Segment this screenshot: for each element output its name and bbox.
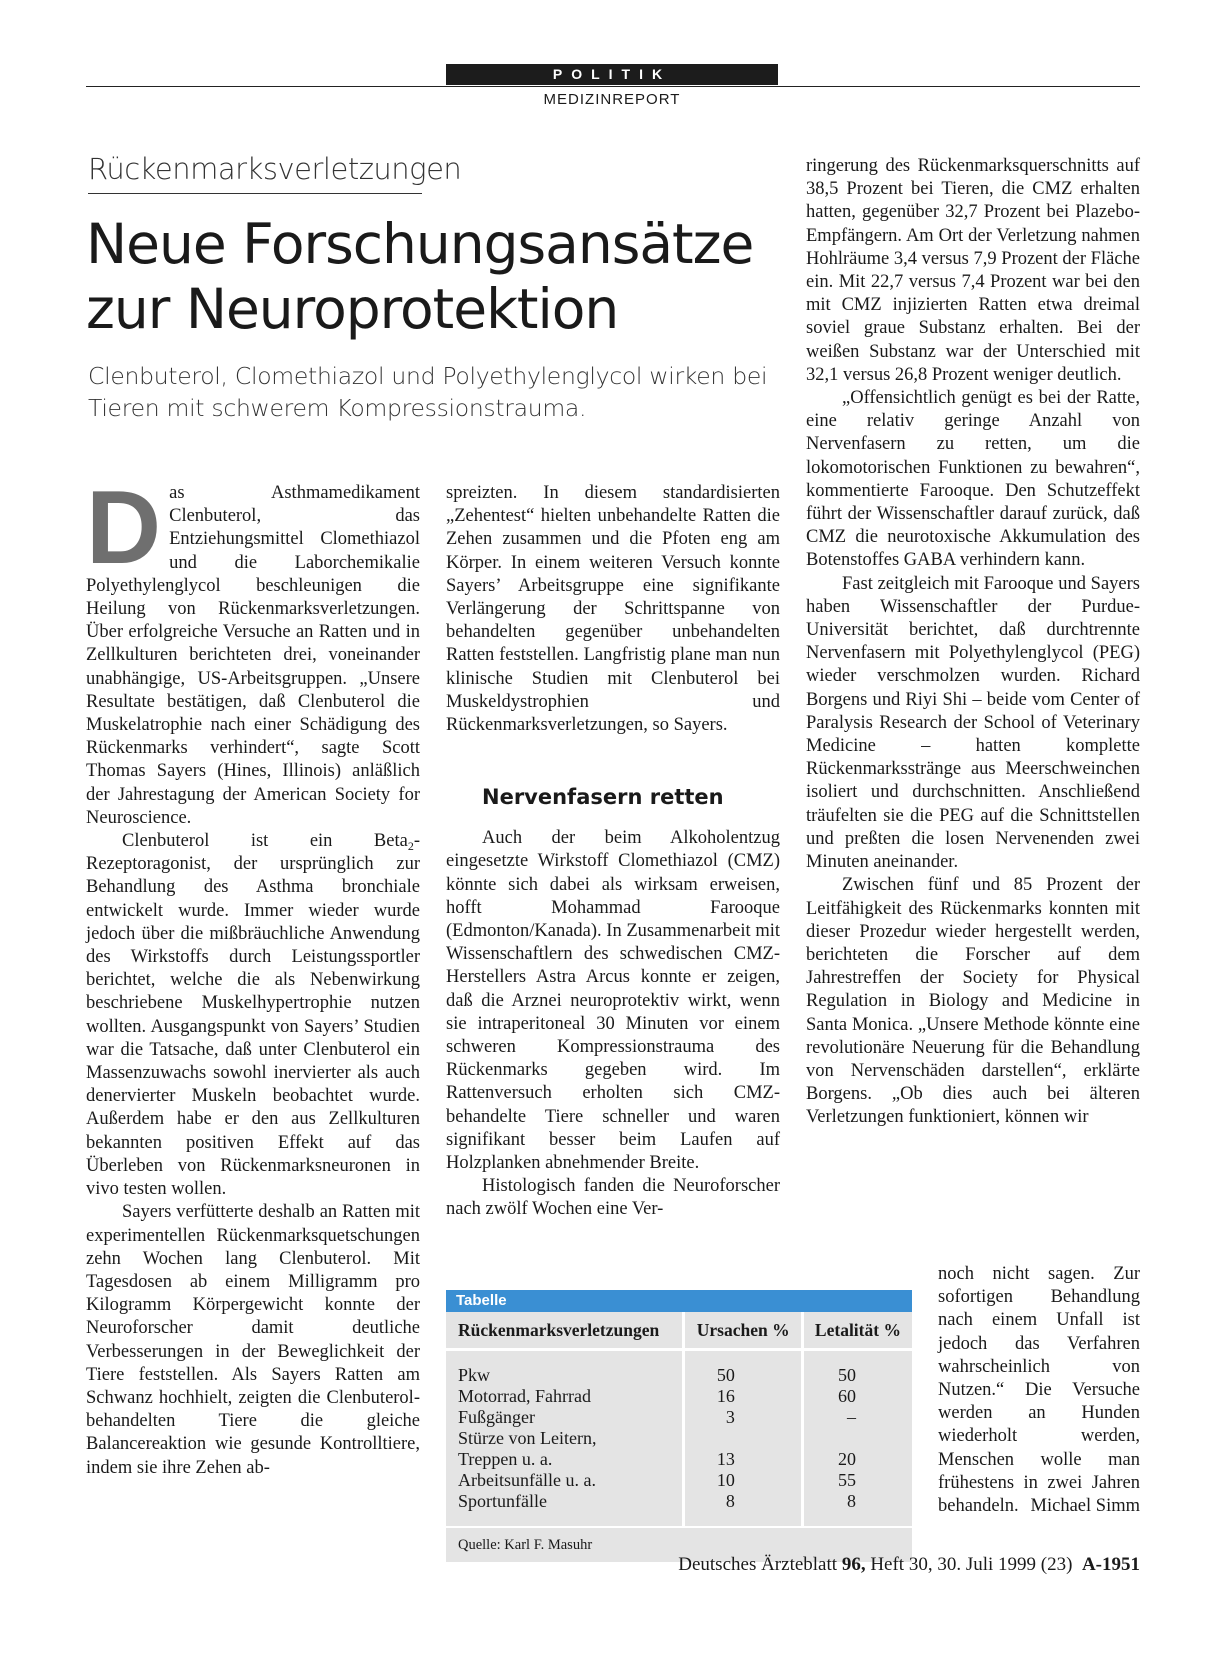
table-cell-value: 13 [684, 1449, 802, 1470]
data-table-box [446, 1290, 912, 1562]
paragraph-1-text: as Asthmamedikament Clenbuterol, das Entziehungsmittel Clomethiazol und die Laborchemikalie Polyethylenglycol beschleunigen die Heilung von Rückenmarksverletzungen. Über erfolgreiche Versuche an Ratten und in Zellkulturen berichteten drei, voneinander unabhängige, US-Arbeitsgruppen. „Unsere Resultate bestätigen, daß Clenbuterol die Muskelatrophie nach einer Schädigung des Rückenmarks verhindert“, sagte Scott Thomas Sayers (Hines, Illinois) anläßlich der Jahrestagung der American Society for Neuroscience. [86, 483, 420, 828]
table-cell-value [684, 1428, 802, 1449]
table-cell-label: Fußgänger [446, 1407, 684, 1428]
section-label: POLITIK [446, 64, 778, 85]
table-body [446, 1312, 912, 1528]
table-row [446, 1470, 912, 1491]
table-row [446, 1491, 912, 1512]
table-cell-label: Pkw [446, 1365, 684, 1386]
table-cell-label: Arbeitsunfälle u. a. [446, 1470, 684, 1491]
table-header-cell: Rückenmarksverletzungen [446, 1312, 684, 1350]
table-cell-label: Sportunfälle [446, 1491, 684, 1512]
table-cell-value: 16 [684, 1386, 802, 1407]
table-title: Tabelle [446, 1290, 912, 1312]
text-column-3 [806, 155, 1140, 1130]
paragraph-9: Fast zeitgleich mit Farooque und Sayers haben Wissenschaftler der Purdue-Universität berichtet, daß durchtrennte Nervenfasern mit Polyethylenglycol (PEG) wieder verschmolzen wurden. Richard Borgens und Riyi Shi – beide vom Center of Paralysis Research der School of Veterinary Medicine – hatten komplette Rückenmarksstränge aus Meerschweinchen isoliert und durchschnitten. Anschließend träufelten sie die PEG auf die Schnittstellen und preßten die losen Nervenenden zwei Minuten aneinander. [806, 573, 1140, 873]
table-cell-label: Motorrad, Fahrrad [446, 1386, 684, 1407]
table-row [446, 1449, 912, 1470]
section-subheading: Nervenfasern retten [482, 785, 724, 810]
article-headline [86, 212, 766, 342]
author-byline: Michael Simm [1030, 1496, 1140, 1517]
table-cell-label: Treppen u. a. [446, 1449, 684, 1470]
kicker-underline [88, 193, 422, 194]
text-column-3-continued [938, 1263, 1140, 1518]
paragraph-1 [86, 470, 420, 830]
table-row [446, 1428, 912, 1449]
paragraph-8: „Offensichtlich genügt es bei der Ratte, eine relativ geringe Anzahl von Nervenfasern zu retten, um die lokomotorischen Funktionen zu bewahren“, kommentierte Farooque. Den Schutzeffekt führt der Wissenschaftler darauf zurück, daß CMZ die neurotoxische Akkumulation des Botenstoffes GABA verhindern kann. [806, 388, 1140, 571]
table-source: Quelle: Karl F. Masuhr [446, 1528, 912, 1562]
page-footer [640, 1554, 1140, 1576]
paragraph-11 [938, 1263, 1140, 1518]
page-number: A-1951 [1081, 1554, 1140, 1575]
headline-line-2: zur Neuroprotektion [86, 277, 619, 341]
article-kicker: Rückenmarksverletzungen [88, 152, 462, 186]
table-spacer-row [446, 1512, 912, 1526]
table-cell-value: 50 [684, 1365, 802, 1386]
table-cell-value: 3 [684, 1407, 802, 1428]
table-cell-value: – [847, 1407, 856, 1427]
table-header-cell: Letalität % [802, 1312, 912, 1350]
table-cell-value: 20 [838, 1449, 856, 1469]
dropcap-letter: D [86, 470, 162, 586]
subsection-label: MEDIZINREPORT [543, 91, 681, 108]
table-cell-value: 10 [684, 1470, 802, 1491]
table-header-row [446, 1312, 912, 1350]
paragraph-5: Auch der beim Alkoholentzug eingesetzte Wirkstoff Clomethiazol (CMZ) könnte sich dabei als wirksam erweisen, hofft Mohammad Farooque (Edmonton/Kanada). In Zusammenarbeit mit Wissenschaftlern des schwedischen CMZ-Herstellers Astra Arcus konnte er zeigen, daß die Arznei neuroprotektiv wirkt, wenn sie intraperitoneal 30 Minuten vor einem schweren Kompressionstrauma des Rückenmarks gegeben wird. Im Rattenversuch erholten sich CMZ-behandelte Tiere schneller und waren signifikant besser beim Laufen auf Holzplanken abnehmender Breite. [446, 828, 780, 1174]
article-deck: Clenbuterol, Clomethiazol und Polyethylenglycol wirken bei Tieren mit schwerem Kompressionstrauma. [88, 362, 768, 422]
journal-issue: Heft 30, 30. Juli 1999 (23) [870, 1554, 1073, 1575]
text-column-1 [86, 470, 420, 1480]
table-cell-value: 60 [838, 1386, 856, 1406]
paragraph-3: Sayers verfütterte deshalb an Ratten mit experimentellen Rückenmarksquetschungen zehn Wochen lang Clenbuterol. Mit Tagesdosen ab einem Milligramm pro Kilogramm Körpergewicht konnte der Neuroforscher damit deutliche Verbesserungen in der Beweglichkeit der Tiere feststellen. Als Sayers Ratten am Schwanz hochhielt, zeigten die Clenbuterol-behandelten Tiere die gleiche Balancereaktion wie gesunde Kontrolltiere, indem sie ihre Zehen ab- [86, 1202, 420, 1478]
table-row [446, 1386, 912, 1407]
table-cell-value: 8 [847, 1491, 856, 1511]
paragraph-2 [86, 830, 420, 1201]
header-rule [86, 86, 1140, 87]
paragraph-2-text-b: -Rezeptoragonist, der ursprünglich zur Behandlung des Asthma bronchiale entwickelt wurde. Immer wieder wurde jedoch über die mißbräuchliche Anwendung des Wirkstoffs durch Leistungssportler berichtet, welche die als Nebenwirkung beschriebene Muskelhypertrophie nutzen wollten. Ausgangspunkt von Sayers’ Studien war die Tatsache, daß unter Clenbuterol ein Massenzuwachs sowohl inervierter als auch denervierter Muskeln beobachtet wurde. Außerdem habe er den aus Zellkulturen bekannten positiven Effekt auf das Überleben von Rückenmarksneuronen in vivo testen wollen. [86, 831, 420, 1200]
data-table [446, 1312, 912, 1526]
paragraph-4: spreizten. In diesem standardisierten „Zehentest“ hielten unbehandelte Ratten die Zehen zusammen und die Pfoten eng am Körper. In einem weiteren Versuch konnte Sayers’ Arbeitsgruppe eine signifikante Verlängerung der Schrittspanne von behandelten gegenüber unbehandelten Ratten feststellen. Langfristig plane man nun klinische Studien mit Clenbuterol bei Muskeldystrophien und Rückenmarksverletzungen, so Sayers. [446, 483, 780, 736]
paragraph-7: ringerung des Rückenmarksquerschnitts auf 38,5 Prozent bei Tieren, die CMZ erhalten hatten, gegenüber 32,7 Prozent bei Plazebo-Empfängern. Am Ort der Verletzung nahmen Hohlräume 3,4 versus 7,9 Prozent der Fläche ein. Mit 22,7 versus 7,4 Prozent war bei den mit CMZ injizierten Ratten etwa dreimal soviel graue Substanz erhalten. Bei der weißen Substanz war der Unterschied mit 32,1 versus 26,8 Prozent weniger deutlich. [806, 156, 1140, 385]
journal-name: Deutsches Ärzteblatt [678, 1554, 838, 1575]
table-header-cell: Ursachen % [684, 1312, 802, 1350]
table-cell-label: Stürze von Leitern, [446, 1428, 684, 1449]
paragraph-10: Zwischen fünf und 85 Prozent der Leitfähigkeit des Rückenmarks konnten mit dieser Prozedur wieder hergestellt werden, berichteten die Forscher auf dem Jahrestreffen der Society for Physical Regulation in Biology and Medicine in Santa Monica. „Unsere Methode könnte eine revolutionäre Neuerung für die Behandlung von Nervenschäden darstellen“, erklärte Borgens. „Ob dies auch bei älteren Verletzungen funktioniert, können wir [806, 875, 1140, 1128]
paragraph-11-text: noch nicht sagen. Zur sofortigen Behandlung nach einem Unfall ist jedoch das Verfahren wahrscheinlich von Nutzen.“ Die Versuche werden an Hunden wiederholt werden, Menschen wolle man frühestens in zwei Jahren behandeln. [938, 1264, 1140, 1517]
table-row [446, 1407, 912, 1428]
table-spacer-row [446, 1350, 912, 1366]
table-cell-value [802, 1428, 912, 1449]
paragraph-6: Histologisch fanden die Neuroforscher nach zwölf Wochen eine Ver- [446, 1176, 780, 1220]
table-cell-value: 55 [838, 1470, 856, 1490]
subscript: 2 [407, 839, 414, 854]
headline-line-1: Neue Forschungsansätze [86, 212, 754, 276]
table-cell-value: 50 [838, 1365, 856, 1385]
table-cell-value: 8 [684, 1491, 802, 1512]
text-column-2 [446, 482, 780, 1222]
paragraph-2-text-a: Clenbuterol ist ein Beta [122, 831, 408, 852]
table-row [446, 1365, 912, 1386]
journal-volume: 96, [841, 1554, 866, 1575]
